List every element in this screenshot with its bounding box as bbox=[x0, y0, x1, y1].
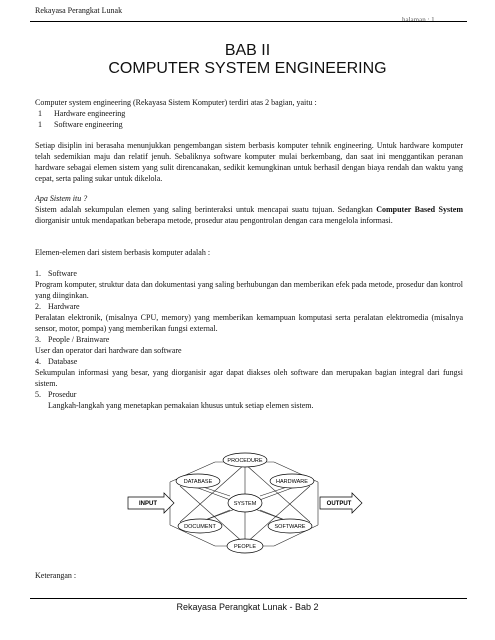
paragraph-2-part2: diorganisir untuk mendapatkan beberapa metode, prosedur atau pengontrolan dengan cara mengelola informasi. bbox=[35, 216, 393, 225]
element-5-name: Prosedur bbox=[48, 390, 77, 399]
paragraph-2 bbox=[35, 204, 463, 226]
node-hardware bbox=[270, 474, 314, 488]
header-left: Rekayasa Perangkat Lunak bbox=[35, 6, 123, 15]
output-label: OUTPUT bbox=[326, 501, 352, 507]
header-rule bbox=[30, 21, 467, 22]
element-3-name: People / Brainware bbox=[48, 335, 110, 344]
footer-text: Rekayasa Perangkat Lunak - Bab 2 bbox=[176, 602, 319, 612]
input-label: INPUT bbox=[139, 501, 157, 507]
question-heading: Apa Sistem itu ? bbox=[35, 194, 88, 203]
element-4-desc: Sekumpulan informasi yang besar, yang diorganisir agar dapat diakses oleh software dan merupakan bagian integral dari fungsi sistem. bbox=[35, 368, 463, 388]
paragraph-1: Setiap disiplin ini berasaha menunjukkan pengembangan sistem berbasis komputer tehnik engineering. Untuk hardware komputer telah sedemikian maju dan relatif jenuh. Sebaliknya software komputer mulai berkembang, dan saat ini menggantikan peranan hardware sebagai elemen sistem yang sulit direncanakan, sedikit kemungkinan untuk berhasil dengan biaya rendah dan waktu yang cepat, serta paling sukar untuk dikelola. bbox=[35, 141, 463, 183]
node-procedure bbox=[223, 453, 267, 467]
node-software bbox=[268, 519, 312, 533]
node-software-label: SOFTWARE bbox=[274, 524, 306, 530]
element-5-desc: Langkah-langkah yang menetapkan pemakaian khusus untuk setiap elemen sistem. bbox=[48, 401, 314, 410]
node-system-label: SYSTEM bbox=[233, 501, 257, 507]
element-1-name: Software bbox=[48, 269, 77, 278]
node-people-label: PEOPLE bbox=[233, 544, 257, 550]
footer-rule bbox=[30, 598, 467, 599]
node-people bbox=[227, 539, 263, 553]
element-4-num: 4. bbox=[35, 357, 41, 366]
node-procedure-label: PROCEDURE bbox=[227, 458, 263, 464]
element-3-num: 3. bbox=[35, 335, 41, 344]
chapter-subtitle: COMPUTER SYSTEM ENGINEERING bbox=[108, 60, 387, 77]
element-3-desc: User dan operator dari hardware dan software bbox=[35, 346, 182, 355]
element-2-name: Hardware bbox=[48, 302, 80, 311]
node-document-label: DOCUMENT bbox=[184, 524, 216, 530]
node-database-label: DATABASE bbox=[183, 479, 213, 485]
element-2-num: 2. bbox=[35, 302, 41, 311]
element-2-desc: Peralatan elektronik, (misalnya CPU, memory) yang memberikan kemampuan komputasi serta peralatan elektromedia (misalnya sensor, motor, pompa) yang memberikan fungsi external. bbox=[35, 313, 463, 333]
bullet-1-text: Hardware engineering bbox=[54, 109, 126, 118]
bullet-1: 1 bbox=[38, 109, 42, 118]
bullet-2-text: Software engineering bbox=[54, 120, 123, 129]
node-hardware-label: HARDWARE bbox=[276, 479, 308, 485]
element-4-name: Database bbox=[48, 357, 78, 366]
node-database bbox=[176, 474, 220, 488]
node-system bbox=[228, 494, 262, 512]
chapter-title: BAB II bbox=[224, 42, 271, 59]
output-arrow bbox=[320, 493, 362, 513]
elements-intro: Elemen-elemen dari sistem berbasis komputer adalah : bbox=[35, 248, 211, 257]
paragraph-2-bold: Computer Based System bbox=[376, 205, 463, 214]
element-5-num: 5. bbox=[35, 390, 41, 399]
node-document bbox=[178, 519, 222, 533]
keterangan-label: Keterangan : bbox=[35, 571, 77, 580]
intro-text: Computer system engineering (Rekayasa Sistem Komputer) terdiri atas 2 bagian, yaitu : bbox=[35, 98, 317, 107]
bullet-2: 1 bbox=[38, 120, 42, 129]
paragraph-2-part1: Sistem adalah sekumpulan elemen yang saling berinteraksi untuk mencapai suatu tujuan. Sedangkan bbox=[35, 205, 377, 214]
system-diagram bbox=[120, 450, 370, 560]
element-1-num: 1. bbox=[35, 269, 41, 278]
header-page-number: halaman : 1 bbox=[402, 16, 435, 24]
input-arrow bbox=[128, 493, 174, 513]
element-1-desc: Program komputer, struktur data dan dokumentasi yang saling berhubungan dan memberikan efek pada metode, prosedur dan kontrol yang diinginkan. bbox=[35, 280, 463, 300]
